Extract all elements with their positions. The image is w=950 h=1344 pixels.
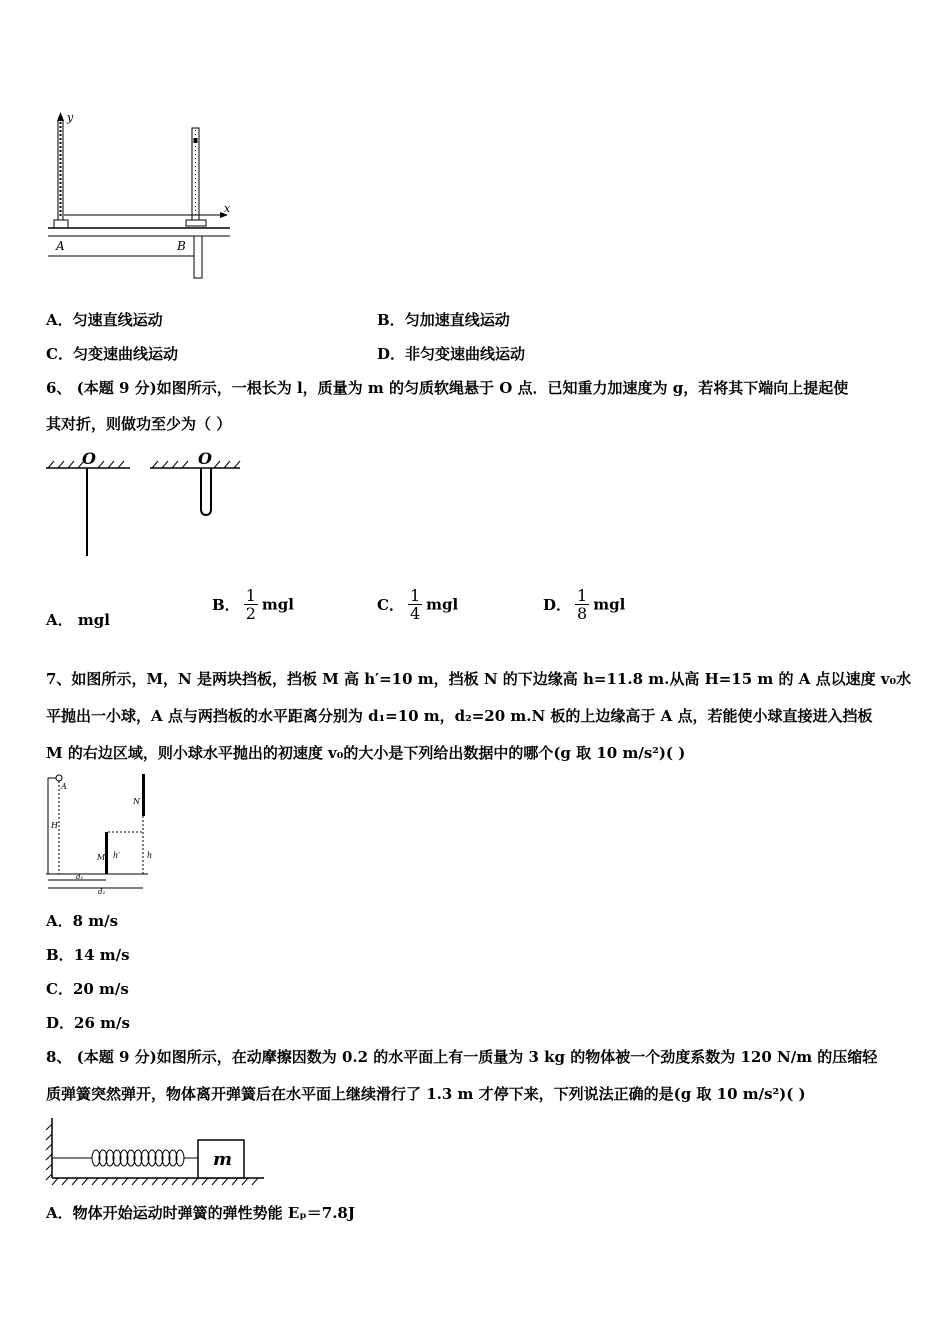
q7-stem-line-3: M 的右边区域，则小球水平抛出的初速度 v₀的大小是下列给出数据中的哪个(g 取 10 m/s²)( ) [46,744,686,762]
q6-option-d: D． $\frac{1}{8}$ mgl [543,586,626,623]
label-d2: d₂ [98,888,106,895]
label-m: M [97,853,106,862]
q7-stem-line-2: 平抛出一小球，A 点与两挡板的水平距离分别为 d₁=10 m，d₂=20 m.N 板的上边缘高于 A 点，若能使小球直接进入挡板 [46,707,873,725]
label-h-prime: h′ [113,851,120,860]
q7-option-c: C．20 m/s [46,980,129,998]
q7-stem-line-1: 7、如图所示，M，N 是两块挡板，挡板 M 高 h′=10 m，挡板 N 的下边缘高 h=11.8 m.从高 H=15 m 的 A 点以速度 v₀水 [46,670,912,688]
q5-option-d: D．非匀变速曲线运动 [377,345,526,363]
q6-option-c: C． $\frac{1}{4}$ mgl [377,586,459,623]
q8-option-a: A．物体开始运动时弹簧的弹性势能 Eₚ＝7.8J [46,1204,355,1222]
label-x: x [224,202,231,215]
figure-q5-apparatus [44,108,244,283]
fraction-one-half: $\frac{1}{2}$ [245,586,256,623]
label-o-left: O [82,449,96,468]
q6-stem-line-2: 其对折，则做功至少为（ ） [46,415,232,433]
q5-option-b: B．匀加速直线运动 [377,311,510,329]
q5-option-a: A．匀速直线运动 [46,311,163,329]
q6-option-a: A． mgl [46,611,110,629]
label-n: N [133,797,140,806]
q7-option-d: D．26 m/s [46,1014,130,1032]
fraction-one-eighth: $\frac{1}{8}$ [577,586,588,623]
q8-stem-line-1: 8、 (本题 9 分)如图所示，在动摩擦因数为 0.2 的水平面上有一质量为 3 kg 的物体被一个劲度系数为 120 N/m 的压缩轻 [46,1048,878,1066]
q6-stem-line-1: 6、 (本题 9 分)如图所示，一根长为 l，质量为 m 的匀质软绳悬于 O 点．已知重力加速度为 g，若将其下端向上提起使 [46,379,849,397]
figure-q8-spring-block [42,1112,272,1192]
label-a: A [56,239,65,253]
label-mass: m [213,1149,233,1170]
label-d1: d₁ [76,873,84,881]
label-a: A [61,782,67,791]
figure-q7-barriers [42,770,162,895]
label-y: y [67,111,74,124]
fraction-one-quarter: $\frac{1}{4}$ [409,586,421,623]
q7-option-b: B．14 m/s [46,946,130,964]
label-h: h [147,851,153,860]
label-o-right: O [198,449,212,468]
figure-q6-rope [44,448,244,560]
q5-option-c: C．匀变速曲线运动 [46,345,178,363]
q7-option-a: A．8 m/s [46,912,119,930]
label-h-big: H [51,821,58,830]
label-b: B [177,239,186,253]
q6-option-b: B． $\frac{1}{2}$ mgl [212,586,294,623]
q8-stem-line-2: 质弹簧突然弹开，物体离开弹簧后在水平面上继续滑行了 1.3 m 才停下来，下列说法正确的是(g 取 10 m/s²)( ) [46,1085,806,1103]
